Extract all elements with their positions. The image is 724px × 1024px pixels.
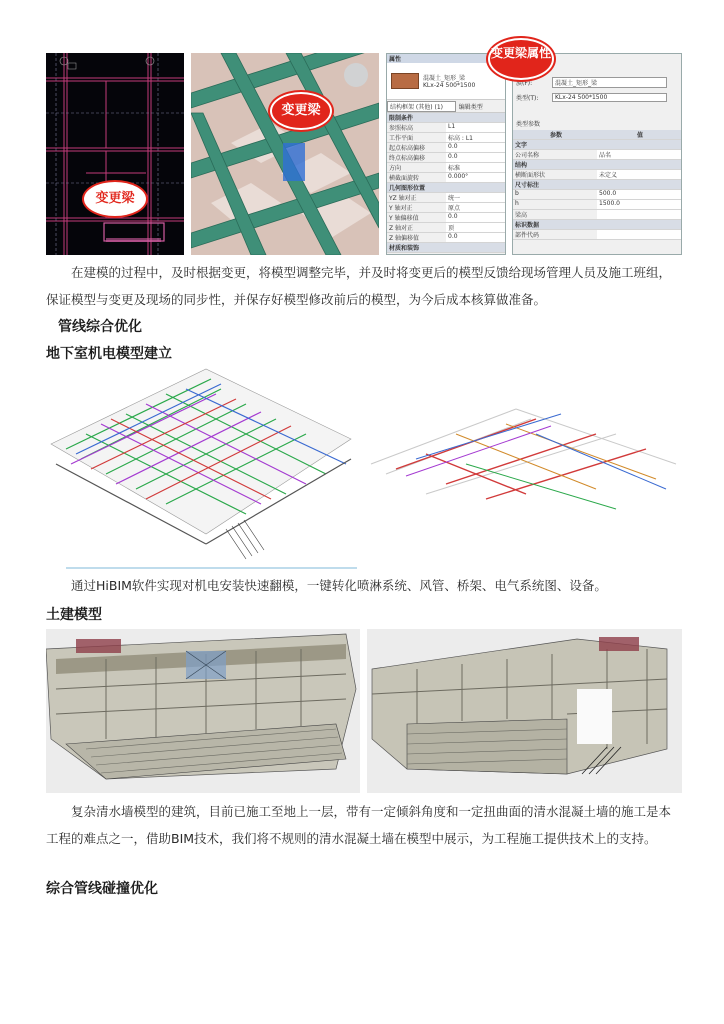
property-name: b bbox=[515, 190, 519, 197]
cad-plan-drawing bbox=[46, 53, 184, 255]
property-row bbox=[513, 230, 681, 240]
property-name: Z 轴对正 bbox=[389, 225, 414, 232]
property-value[interactable]: 统一 bbox=[446, 193, 505, 202]
callout-change-beam-left: 变更梁 bbox=[82, 180, 148, 218]
beam-type-swatch bbox=[391, 73, 419, 89]
heading-civil-model: 土建模型 bbox=[46, 607, 102, 623]
property-value[interactable]: 500.0 bbox=[597, 190, 681, 199]
property-name: h bbox=[515, 200, 519, 207]
civil-model-drawing-left bbox=[46, 629, 360, 793]
beam-3d-figure bbox=[191, 53, 379, 255]
col-param: 参数 bbox=[549, 132, 562, 139]
type-params-title: 类型参数 bbox=[516, 121, 541, 128]
beam-3d-drawing bbox=[191, 53, 379, 255]
property-name: 标识数据 bbox=[515, 222, 540, 229]
property-row bbox=[387, 133, 505, 143]
civil-model-figure-left bbox=[46, 629, 360, 793]
property-group-row bbox=[513, 140, 681, 150]
property-value bbox=[597, 220, 681, 229]
property-value[interactable] bbox=[597, 210, 681, 219]
property-value[interactable]: 0.0 bbox=[446, 213, 505, 222]
property-row bbox=[513, 210, 681, 220]
property-value[interactable]: 标准 bbox=[446, 163, 505, 172]
civil-model-figure-right bbox=[367, 629, 682, 793]
property-value[interactable]: 标高 : L1 bbox=[446, 133, 505, 142]
property-row bbox=[387, 193, 505, 203]
type-label: 类型(T): bbox=[516, 94, 539, 102]
property-name: 起点标高偏移 bbox=[389, 145, 426, 152]
mep-model-figure-right bbox=[366, 404, 682, 514]
property-name: 工作平面 bbox=[389, 135, 414, 142]
mep-model-drawing-right bbox=[366, 404, 682, 514]
property-value[interactable]: 0.0 bbox=[446, 233, 505, 242]
property-row bbox=[387, 173, 505, 183]
property-row bbox=[387, 123, 505, 133]
property-group-row bbox=[387, 113, 505, 123]
property-value bbox=[446, 243, 505, 252]
property-value bbox=[597, 160, 681, 169]
property-value[interactable]: L1 bbox=[446, 123, 505, 132]
property-name: 参照标高 bbox=[389, 125, 414, 132]
property-value[interactable]: 原点 bbox=[446, 203, 505, 212]
property-name: 尺寸标注 bbox=[515, 182, 540, 189]
property-row bbox=[387, 233, 505, 243]
paragraph-hibim: 通过HiBIM软件实现对机电安装快速翻模，一键转化喷淋系统、风管、桥架、电气系统图、设备。 bbox=[71, 578, 607, 593]
family-select[interactable]: 混凝土_矩形_梁 bbox=[552, 77, 667, 88]
property-row bbox=[387, 163, 505, 173]
property-value bbox=[597, 140, 681, 149]
property-name: 横截面旋转 bbox=[389, 175, 420, 182]
property-value[interactable]: 品名 bbox=[597, 150, 681, 159]
property-group-row bbox=[513, 160, 681, 170]
property-name: 材质和装饰 bbox=[389, 245, 420, 252]
property-name: 文字 bbox=[515, 142, 528, 149]
property-row bbox=[387, 143, 505, 153]
property-value[interactable]: 0.0 bbox=[446, 143, 505, 152]
property-row bbox=[513, 150, 681, 160]
property-name: 终点标高偏移 bbox=[389, 155, 426, 162]
property-row bbox=[513, 200, 681, 210]
property-name: 限制条件 bbox=[389, 115, 414, 122]
property-group-row bbox=[513, 180, 681, 190]
property-name: Y 轴偏移值 bbox=[389, 215, 419, 222]
property-row bbox=[387, 223, 505, 233]
property-group-row bbox=[387, 183, 505, 193]
properties-rows bbox=[387, 113, 505, 253]
callout-change-beam-mid: 变更梁 bbox=[270, 92, 332, 130]
civil-model-drawing-right bbox=[367, 629, 682, 793]
props-type: KLx-24 500*1500 bbox=[423, 82, 476, 89]
heading-pipeline-optimization: 管线综合优化 bbox=[58, 319, 142, 335]
paragraph-model-change: 在建模的过程中，及时根据变更，将模型调整完毕，并及时将变更后的模型反馈给现场管理人员及施工班组，保证模型与变更及现场的同步性，并保存好模型修改前后的模型，为今后成本核算做准备。 bbox=[46, 265, 672, 307]
property-name: Y 轴对正 bbox=[389, 205, 413, 212]
property-name: 梁高 bbox=[515, 212, 528, 219]
property-name: 部件代码 bbox=[515, 232, 540, 239]
property-row bbox=[387, 153, 505, 163]
property-name: 几何图形位置 bbox=[389, 185, 426, 192]
property-name: YZ 轴对正 bbox=[389, 195, 417, 202]
property-row bbox=[513, 190, 681, 200]
property-name: Z 轴偏移值 bbox=[389, 235, 420, 242]
family-label: 族(F): bbox=[516, 79, 533, 87]
property-name: 公司名称 bbox=[515, 152, 540, 159]
type-properties-dialog bbox=[512, 53, 682, 255]
property-value[interactable]: 顶 bbox=[446, 223, 505, 232]
edit-type-button[interactable]: 编辑类型 bbox=[458, 103, 483, 111]
type-params-rows bbox=[513, 140, 681, 240]
mep-model-figure-left bbox=[46, 364, 357, 570]
property-value bbox=[597, 180, 681, 189]
paragraph-fair-faced-wall: 复杂清水墙模型的建筑，目前已施工至地上一层，带有一定倾斜角度和一定扭曲面的清水混凝土墙的施工是本工程的难点之一，借助BIM技术，我们将不规则的清水混凝土墙在模型中展示，为工程施工提供技术上的支持。 bbox=[46, 804, 672, 846]
property-group-row bbox=[513, 220, 681, 230]
property-name: 方向 bbox=[389, 165, 402, 172]
element-selector[interactable]: 结构框架 (其他) (1) bbox=[387, 101, 456, 112]
type-select[interactable]: KLx-24 500*1500 bbox=[552, 93, 667, 102]
property-value[interactable]: 未定义 bbox=[597, 170, 681, 179]
heading-collision-optimization: 综合管线碰撞优化 bbox=[46, 881, 158, 897]
property-value[interactable]: 1500.0 bbox=[597, 200, 681, 209]
mep-model-drawing-left bbox=[46, 364, 357, 570]
property-row bbox=[387, 213, 505, 223]
property-value[interactable]: 0.000° bbox=[446, 173, 505, 182]
property-row bbox=[387, 203, 505, 213]
property-value bbox=[446, 113, 505, 122]
property-name: 横断面形状 bbox=[515, 172, 546, 179]
cad-plan-figure bbox=[46, 53, 184, 255]
heading-basement-mep-model: 地下室机电模型建立 bbox=[46, 346, 172, 362]
properties-panel bbox=[386, 53, 506, 255]
props-family: 混凝土_矩形_梁 bbox=[423, 75, 466, 82]
properties-title: 属性 bbox=[387, 54, 505, 63]
property-value[interactable]: 0.0 bbox=[446, 153, 505, 162]
property-value bbox=[446, 183, 505, 192]
col-value: 值 bbox=[636, 132, 643, 139]
property-value[interactable] bbox=[597, 230, 681, 239]
property-row bbox=[513, 170, 681, 180]
callout-change-beam-properties: 变更梁属性 bbox=[488, 38, 554, 80]
property-name: 结构 bbox=[515, 162, 528, 169]
property-group-row bbox=[387, 243, 505, 253]
